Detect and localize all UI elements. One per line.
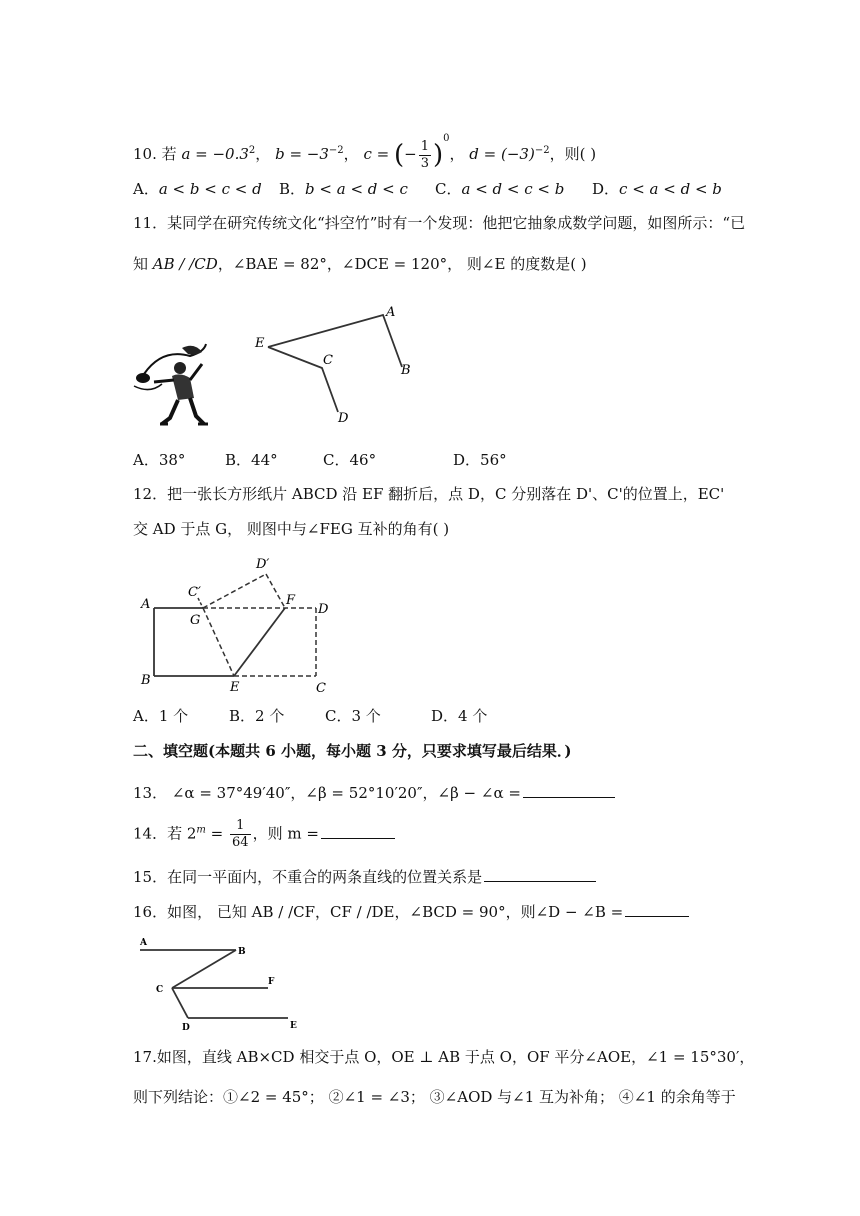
q10-d: d = (−3)	[469, 145, 535, 163]
q11-line-2: 知 AB / /CD，∠BAE = 82°，∠DCE = 120°， 则∠E 的度数是( )	[133, 255, 587, 273]
q10-d-exp: −2	[534, 145, 550, 156]
label-c: C	[316, 681, 326, 695]
q14-answer-blank	[321, 822, 395, 839]
q10-c-frac-den: 3	[420, 155, 429, 171]
q11-option-d: D．56°	[453, 451, 507, 469]
q11-option-b: B．44°	[225, 451, 278, 469]
label-c-prime: C′	[188, 585, 201, 600]
label-f: F	[286, 593, 296, 608]
q10-b: b = −3	[275, 145, 329, 163]
question-16: 16．如图， 已知 AB / /CF，CF / /DE，∠BCD = 90°，则∠D − ∠B =	[133, 900, 689, 923]
label-b: B	[401, 363, 411, 378]
q10-lead: 若	[161, 145, 177, 163]
q11-option-c: C．46°	[323, 451, 377, 469]
section-2-title: 二、填空题(本题共 6 小题，每小题 3 分，只要求填写最后结果．)	[133, 742, 572, 760]
question-10: 10. 若 $a = -0.3^2$， $b = -3^{-2}$， c = (− $\frac{1}{3}$ )$^0$， $d = (-3)^{-2}$，则( )	[133, 133, 597, 171]
q10-c-sign: −	[404, 145, 417, 163]
q10-option-b: B．b < a < d < c	[279, 180, 408, 198]
q12-option-d: D．4 个	[431, 707, 488, 725]
q12-options	[133, 705, 833, 727]
label-c: C	[156, 985, 164, 995]
label-d: D	[182, 1023, 190, 1032]
question-15: 15．在同一平面内，不重合的两条直线的位置关系是	[133, 865, 596, 888]
q10-c-exp: 0	[443, 133, 450, 144]
label-g: G	[190, 613, 201, 628]
q12-option-c: C．3 个	[325, 707, 381, 725]
q13-answer-blank	[523, 781, 615, 798]
line-e-a-b	[268, 315, 402, 367]
label-e: E	[230, 680, 240, 695]
q10-option-d: D．c < a < d < b	[592, 180, 722, 198]
label-f: F	[268, 977, 275, 987]
q10-tail: ，则( )	[549, 145, 597, 163]
q10-a-exp: 2	[248, 145, 256, 156]
kongzhu-player-illustration	[132, 338, 212, 430]
q11-geometry-figure	[250, 300, 420, 430]
label-d-prime: D′	[256, 557, 270, 572]
label-b: B	[141, 673, 151, 688]
q10-options	[133, 178, 833, 200]
question-14: 14．若 $2^m$ = $\frac{1}{64}$ ，则 m =	[133, 818, 395, 851]
label-d: D	[338, 411, 349, 426]
q12-folded-rectangle-figure	[138, 550, 348, 695]
q10-b-exp: −2	[328, 145, 344, 156]
q12-line-2: 交 AD 于点 G， 则图中与∠FEG 互补的角有( )	[133, 520, 450, 538]
question-13: 13． ∠α = 37°49′40″，∠β = 52°10′20″，∠β − ∠α =	[133, 781, 615, 804]
q12-line-1: 12．把一张长方形纸片 ABCD 沿 EF 翻折后，点 D，C 分别落在 D'、C'的位置上，EC'	[133, 485, 725, 503]
q11-line-1: 11．某同学在研究传统文化“抖空竹”时有一个发现：他把它抽象成数学问题，如图所示：“已	[133, 214, 746, 232]
q11-option-a: A．38°	[133, 451, 186, 469]
label-a: A	[140, 938, 147, 948]
label-e: E	[255, 336, 265, 351]
q17-line-2: 则下列结论：①∠2 = 45°； ②∠1 = ∠3； ③∠AOD 与∠1 互为补角； ④∠1 的余角等于	[133, 1088, 736, 1106]
q16-parallel-lines-figure	[136, 932, 316, 1032]
q11-options	[133, 449, 833, 471]
label-b: B	[238, 947, 246, 957]
q16-answer-blank	[625, 900, 689, 917]
q10-option-a: A．a < b < c < d	[133, 180, 262, 198]
label-e: E	[290, 1021, 297, 1031]
label-a: A	[386, 305, 396, 320]
q12-option-a: A．1 个	[133, 707, 189, 725]
q10-a: a = −0.3	[181, 145, 249, 163]
q10-number: 10.	[133, 145, 157, 163]
q12-option-b: B．2 个	[229, 707, 285, 725]
q14-fraction: $\frac{1}{64}$	[232, 818, 249, 850]
label-a: A	[141, 597, 151, 612]
q10-c-frac-num: 1	[420, 138, 429, 154]
label-c: C	[323, 353, 333, 368]
q10-option-c: C．a < d < c < b	[435, 180, 565, 198]
q10-c-lhs: c =	[363, 145, 390, 163]
q10-c-fraction	[419, 139, 431, 172]
q17-line-1: 17.如图，直线 AB×CD 相交于点 O，OE ⊥ AB 于点 O，OF 平分∠AOE，∠1 = 15°30′，	[133, 1048, 755, 1066]
q15-answer-blank	[484, 865, 596, 882]
label-d: D	[318, 602, 329, 617]
